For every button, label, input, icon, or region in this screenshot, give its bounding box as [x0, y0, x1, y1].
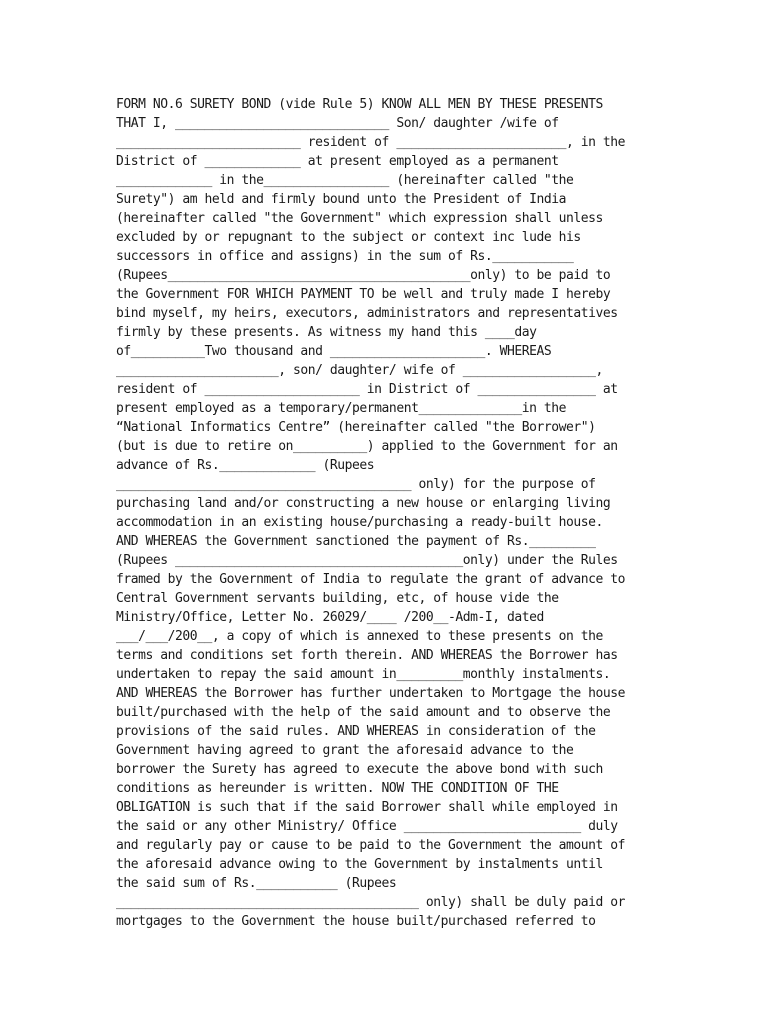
text-line: AND WHEREAS the Borrower has further undertaken to Mortgage the house: [116, 686, 625, 701]
text-line: the said sum of Rs.___________ (Rupees: [116, 876, 397, 891]
text-line: (Rupees _______________________________________only) under the Rules: [116, 553, 618, 568]
text-line: framed by the Government of India to regulate the grant of advance to: [116, 572, 625, 587]
text-line: purchasing land and/or constructing a new house or enlarging living: [116, 496, 611, 511]
text-line: ________________________________________ only) for the purpose of: [116, 477, 596, 492]
text-line: firmly by these presents. As witness my hand this ____day: [116, 325, 537, 340]
text-line: Surety") am held and firmly bound unto the President of India: [116, 192, 566, 207]
text-line: ___/___/200__, a copy of which is annexed to these presents on the: [116, 629, 603, 644]
text-line: terms and conditions set forth therein. AND WHEREAS the Borrower has: [116, 648, 618, 663]
text-line: provisions of the said rules. AND WHEREAS in consideration of the: [116, 724, 596, 739]
text-line: conditions as hereunder is written. NOW THE CONDITION OF THE: [116, 781, 559, 796]
text-line: bind myself, my heirs, executors, administrators and representatives: [116, 306, 618, 321]
text-line: built/purchased with the help of the said amount and to observe the: [116, 705, 611, 720]
text-line: excluded by or repugnant to the subject or context inc lude his: [116, 230, 581, 245]
text-line: _________________________________________ only) shall be duly paid or: [116, 895, 625, 910]
text-line: _____________ in the_________________ (hereinafter called "the: [116, 173, 574, 188]
text-line: THAT I, _____________________________ Son/ daughter /wife of: [116, 116, 559, 131]
surety-bond-text: [116, 95, 656, 931]
text-line: the aforesaid advance owing to the Government by instalments until: [116, 857, 603, 872]
text-line: mortgages to the Government the house built/purchased referred to: [116, 914, 596, 929]
text-line: ______________________, son/ daughter/ wife of __________________,: [116, 363, 603, 378]
text-line: AND WHEREAS the Government sanctioned the payment of Rs._________: [116, 534, 596, 549]
text-line: (hereinafter called "the Government" which expression shall unless: [116, 211, 603, 226]
text-line: successors in office and assigns) in the sum of Rs.___________: [116, 249, 574, 264]
text-line: advance of Rs._____________ (Rupees: [116, 458, 375, 473]
text-line: the Government FOR WHICH PAYMENT TO be well and truly made I hereby: [116, 287, 611, 302]
text-line: FORM NO.6 SURETY BOND (vide Rule 5) KNOW ALL MEN BY THESE PRESENTS: [116, 97, 603, 112]
text-line: Government having agreed to grant the aforesaid advance to the: [116, 743, 574, 758]
text-line: (Rupees_________________________________________only) to be paid to: [116, 268, 611, 283]
text-line: resident of _____________________ in District of ________________ at: [116, 382, 618, 397]
text-line: OBLIGATION is such that if the said Borrower shall while employed in: [116, 800, 618, 815]
text-line: of__________Two thousand and _____________________. WHEREAS: [116, 344, 552, 359]
text-line: “National Informatics Centre” (hereinafter called "the Borrower"): [116, 420, 596, 435]
text-line: Central Government servants building, etc, of house vide the: [116, 591, 559, 606]
text-line: borrower the Surety has agreed to execute the above bond with such: [116, 762, 603, 777]
text-line: Ministry/Office, Letter No. 26029/____ /200__-Adm-I, dated: [116, 610, 544, 625]
text-line: and regularly pay or cause to be paid to the Government the amount of: [116, 838, 625, 853]
text-line: accommodation in an existing house/purchasing a ready-built house.: [116, 515, 603, 530]
text-line: District of _____________ at present employed as a permanent: [116, 154, 559, 169]
text-line: _________________________ resident of _______________________, in the: [116, 135, 625, 150]
text-line: (but is due to retire on__________) applied to the Government for an: [116, 439, 618, 454]
text-line: the said or any other Ministry/ Office ________________________ duly: [116, 819, 618, 834]
text-line: present employed as a temporary/permanent______________in the: [116, 401, 566, 416]
text-line: undertaken to repay the said amount in_________monthly instalments.: [116, 667, 611, 682]
